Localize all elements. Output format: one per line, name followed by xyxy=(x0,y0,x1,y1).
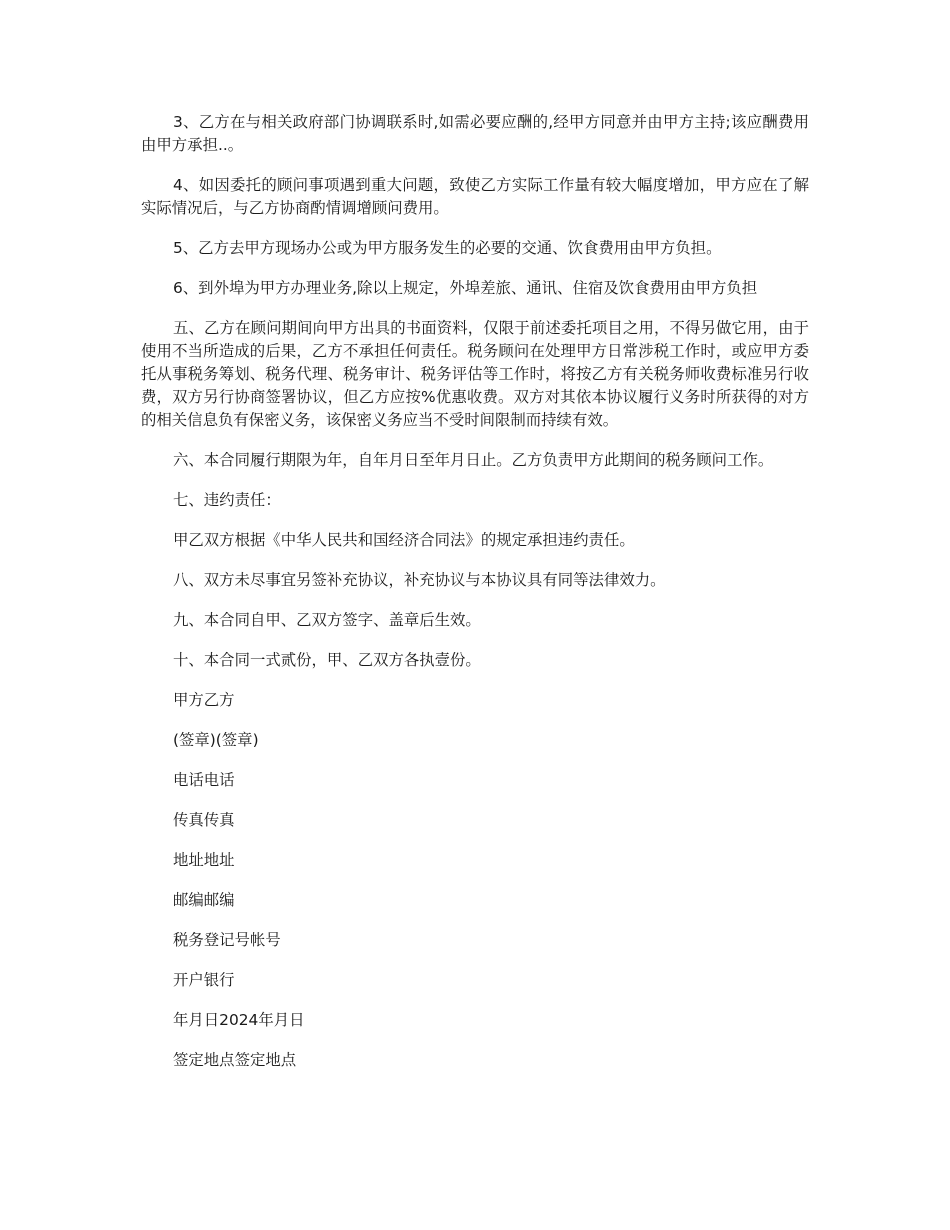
breach-liability: 甲乙双方根据《中华人民共和国经济合同法》的规定承担违约责任。 xyxy=(173,531,635,549)
clause-6: 6、到外埠为甲方办理业务,除以上规定，外埠差旅、通讯、住宿及饮食费用由甲方负担 xyxy=(173,279,758,297)
signature-tax-account: 税务登记号帐号 xyxy=(173,931,281,949)
signature-fax: 传真传真 xyxy=(173,811,235,829)
section-9: 九、本合同自甲、乙双方签字、盖章后生效。 xyxy=(173,611,481,629)
signature-postcode: 邮编邮编 xyxy=(173,891,235,909)
section-5: 五、乙方在顾问期间向甲方出具的书面资料，仅限于前述委托项目之用，不得另做它用，由于使用不当所造成的后果，乙方不承担任何责任。税务顾问在处理甲方日常涉税工作时，或应甲方委托从事税务筹划、税务代理、税务审计、税务评估等工作时，将按乙方有关税务师收费标准另行收费，双方另行协商签署协议，但乙方应按%优惠收费。双方对其依本协议履行义务时所获得的对方的相关信息负有保密义务，该保密义务应当不受时间限制而持续有效。 xyxy=(141,319,809,429)
section-7-heading: 七、违约责任： xyxy=(173,491,281,509)
clause-4: 4、如因委托的顾问事项遇到重大问题，致使乙方实际工作量有较大幅度增加，甲方应在了解实际情况后，与乙方协商酌情调增顾问费用。 xyxy=(141,176,809,217)
signature-location: 签定地点签定地点 xyxy=(173,1051,297,1069)
section-8: 八、双方未尽事宜另签补充协议，补充协议与本协议具有同等法律效力。 xyxy=(173,571,666,589)
signature-seals: (签章)(签章) xyxy=(173,731,259,749)
section-6: 六、本合同履行期限为年，自年月日至年月日止。乙方负责甲方此期间的税务顾问工作。 xyxy=(173,451,774,469)
signature-phone: 电话电话 xyxy=(173,771,235,789)
signature-address: 地址地址 xyxy=(173,851,235,869)
section-10: 十、本合同一式贰份，甲、乙双方各执壹份。 xyxy=(173,651,481,669)
signature-date: 年月日2024年月日 xyxy=(173,1011,305,1029)
document-body xyxy=(141,111,809,1089)
signature-bank: 开户银行 xyxy=(173,971,235,989)
signature-parties: 甲方乙方 xyxy=(173,691,235,709)
clause-5: 5、乙方去甲方现场办公或为甲方服务发生的必要的交通、饮食费用由甲方负担。 xyxy=(173,239,722,257)
clause-3: 3、乙方在与相关政府部门协调联系时,如需必要应酬的,经甲方同意并由甲方主持;该应酬费用由甲方承担..。 xyxy=(141,113,809,154)
